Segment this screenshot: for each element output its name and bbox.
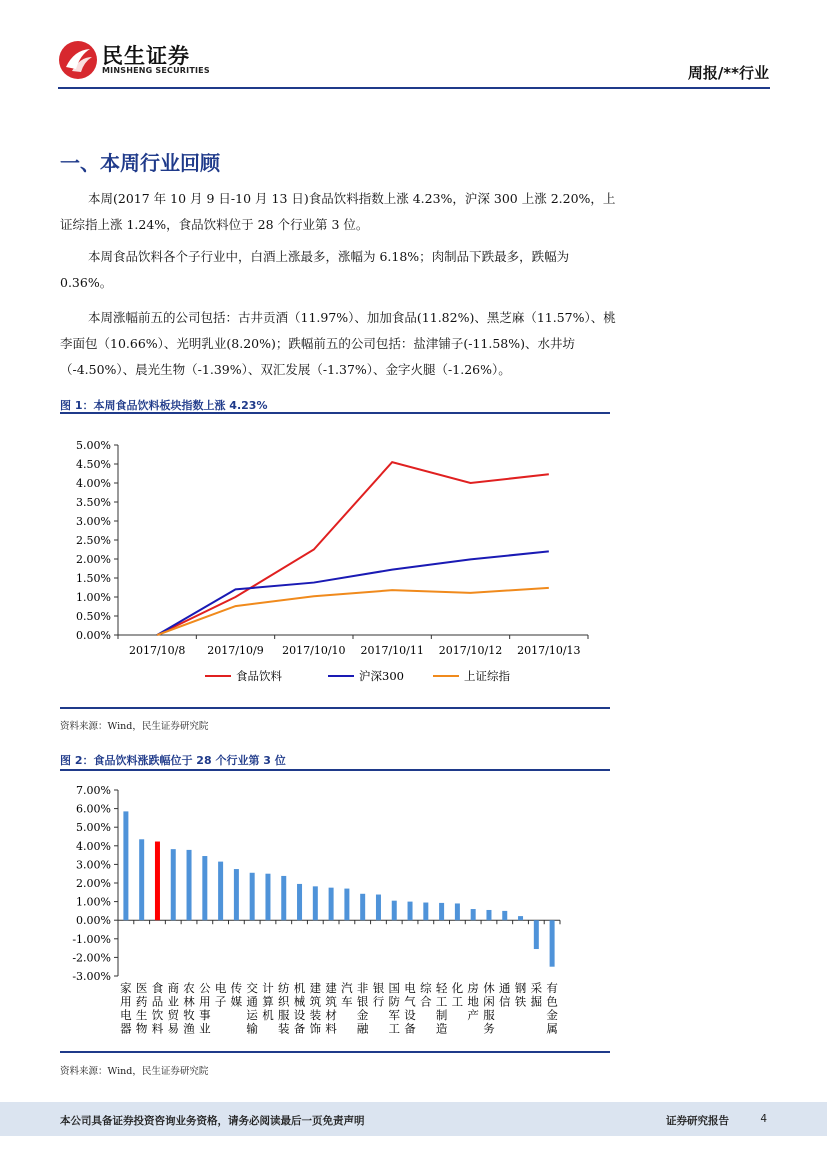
- x-tick-label: 计算机: [262, 981, 274, 1022]
- x-tick-label: 公用事业: [199, 981, 211, 1036]
- page-footer: [0, 1102, 827, 1136]
- index-line-chart: [60, 425, 610, 700]
- bar: [408, 902, 413, 921]
- legend-label: 上证综指: [464, 669, 510, 683]
- y-tick-label: 0.00%: [76, 629, 111, 642]
- paragraph-company-movers: 本周涨幅前五的公司包括：古井贡酒（11.97%）、加加食品(11.82%)、黑芝麻（11.57%）、桃李面包（10.66%）、光明乳业(8.20%)；跌幅前五的公司包括：盐津铺子(-11.58%)、水井坊（-4.50%）、晨光生物（-1.39%）、双汇发展（-1.37%）、金字火腿（-1.26%）。: [60, 310, 616, 377]
- x-tick-label: 非银金融: [356, 981, 369, 1036]
- section-title: 一、本周行业回顾: [60, 151, 220, 175]
- logo-emblem-icon: [58, 40, 98, 80]
- x-tick-label: 商业贸易: [167, 981, 179, 1036]
- series-line: [157, 588, 549, 635]
- bar: [502, 911, 507, 920]
- y-tick-label: 4.50%: [76, 458, 111, 471]
- series-line: [157, 462, 549, 635]
- bar: [139, 839, 144, 920]
- bar: [297, 884, 302, 920]
- figure2-title: 图 2：食品饮料涨跌幅位于 28 个行业第 3 位: [60, 754, 286, 767]
- bar: [439, 903, 444, 920]
- x-tick-label: 综合: [420, 981, 432, 1009]
- x-tick-label: 银行: [372, 981, 385, 1009]
- bar: [171, 849, 176, 920]
- bar: [471, 909, 476, 920]
- x-tick-label: 机械设备: [293, 981, 306, 1036]
- bar: [486, 910, 491, 920]
- figure2-top-rule: [60, 769, 610, 771]
- y-tick-label: 1.00%: [76, 895, 111, 909]
- x-tick-label: 建筑材料: [325, 981, 337, 1036]
- bar: [155, 842, 160, 921]
- y-tick-label: -1.00%: [72, 932, 111, 946]
- legend-label: 食品饮料: [236, 669, 282, 683]
- y-tick-label: 2.50%: [76, 534, 111, 547]
- legend-label: 沪深300: [359, 669, 404, 683]
- x-tick-label: 2017/10/11: [360, 644, 424, 657]
- y-tick-label: 7.00%: [76, 784, 111, 797]
- y-tick-label: 2.00%: [76, 877, 111, 890]
- x-tick-label: 家用电器: [120, 981, 132, 1036]
- x-tick-label: 交通运输: [246, 981, 258, 1036]
- bar: [518, 916, 523, 920]
- bar: [550, 920, 555, 967]
- bar: [218, 862, 223, 921]
- page-number: 4: [760, 1113, 767, 1125]
- x-tick-label: 2017/10/12: [438, 644, 503, 657]
- bar: [376, 895, 381, 921]
- industry-bar-chart: [60, 778, 610, 1046]
- y-tick-label: 4.00%: [76, 839, 111, 853]
- bar: [455, 903, 460, 920]
- y-tick-label: 1.50%: [76, 572, 111, 585]
- x-tick-label: 食品饮料: [151, 981, 164, 1036]
- x-tick-label: 2017/10/8: [128, 644, 186, 657]
- figure2-source: 资料来源：Wind，民生证券研究院: [60, 1066, 209, 1077]
- bar: [313, 886, 318, 920]
- x-tick-label: 2017/10/9: [207, 644, 264, 657]
- x-tick-label: 纺织服装: [278, 981, 290, 1036]
- x-tick-label: 通信: [499, 981, 511, 1009]
- y-tick-label: 6.00%: [76, 802, 111, 816]
- y-tick-label: 5.00%: [76, 821, 111, 835]
- y-tick-label: 0.00%: [76, 914, 111, 928]
- x-tick-label: 汽车: [341, 981, 353, 1009]
- x-tick-label: 房地产: [467, 981, 479, 1022]
- x-tick-label: 采掘: [530, 981, 543, 1009]
- figure1-source: 资料来源：Wind，民生证券研究院: [60, 721, 209, 732]
- bar: [265, 874, 270, 921]
- x-tick-label: 建筑装饰: [309, 981, 322, 1036]
- figure1-top-rule: [60, 412, 610, 414]
- report-type-label: 周报/**行业: [687, 64, 769, 82]
- x-tick-label: 农林牧渔: [183, 981, 195, 1036]
- bar: [534, 920, 539, 949]
- footer-disclaimer: 本公司具备证券投资咨询业务资格，请务必阅读最后一页免责声明: [60, 1115, 365, 1127]
- y-tick-label: 2.00%: [76, 553, 111, 566]
- y-tick-label: -3.00%: [72, 970, 111, 983]
- bar: [329, 888, 334, 921]
- figure1-bottom-rule: [60, 707, 610, 709]
- paragraph-index-summary: 本周(2017 年 10 月 9 日-10 月 13 日)食品饮料指数上涨 4.23%，沪深 300 上涨 2.20%，上证综指上涨 1.24%，食品饮料位于 28 个行业第 3 位。: [60, 191, 616, 232]
- x-tick-label: 传媒: [230, 981, 243, 1009]
- bar: [250, 873, 255, 920]
- bar: [234, 869, 239, 920]
- x-tick-label: 电气设备: [404, 981, 416, 1036]
- y-tick-label: 3.00%: [76, 515, 111, 528]
- x-tick-label: 化工: [451, 981, 464, 1009]
- y-tick-label: 5.00%: [76, 439, 111, 452]
- x-tick-label: 国防军工: [388, 981, 400, 1036]
- bar: [344, 889, 349, 921]
- logo-text-en: MINSHENG SECURITIES: [102, 66, 210, 75]
- bar: [392, 901, 397, 921]
- x-tick-label: 轻工制造: [435, 981, 448, 1036]
- bar: [360, 894, 365, 920]
- x-tick-label: 钢铁: [514, 981, 527, 1009]
- figure1-title: 图 1：本周食品饮料板块指数上涨 4.23%: [60, 399, 268, 412]
- header-divider: [58, 87, 770, 89]
- x-tick-label: 休闲服务: [483, 981, 495, 1036]
- x-tick-label: 2017/10/13: [517, 644, 581, 657]
- y-tick-label: 0.50%: [76, 610, 111, 623]
- y-tick-label: -2.00%: [72, 951, 111, 965]
- figure2-bottom-rule: [60, 1051, 610, 1053]
- logo-text-zh: 民生证券: [102, 44, 190, 68]
- bar: [423, 903, 428, 921]
- x-tick-label: 2017/10/10: [282, 644, 346, 657]
- paragraph-subsector-summary: 本周食品饮料各个子行业中，白酒上涨最多，涨幅为 6.18%；肉制品下跌最多，跌幅为 0.36%。: [60, 249, 570, 290]
- footer-report-label: 证券研究报告: [666, 1115, 729, 1127]
- x-tick-label: 电子: [214, 981, 227, 1009]
- y-tick-label: 3.50%: [76, 496, 111, 509]
- bar: [281, 876, 286, 920]
- bar: [187, 850, 192, 920]
- bar: [202, 856, 207, 920]
- y-tick-label: 3.00%: [76, 858, 111, 872]
- y-tick-label: 1.00%: [76, 591, 111, 604]
- x-tick-label: 医药生物: [135, 981, 148, 1036]
- company-logo: [58, 40, 218, 80]
- x-tick-label: 有色金属: [546, 981, 558, 1036]
- bar: [123, 811, 128, 920]
- y-tick-label: 4.00%: [76, 477, 111, 490]
